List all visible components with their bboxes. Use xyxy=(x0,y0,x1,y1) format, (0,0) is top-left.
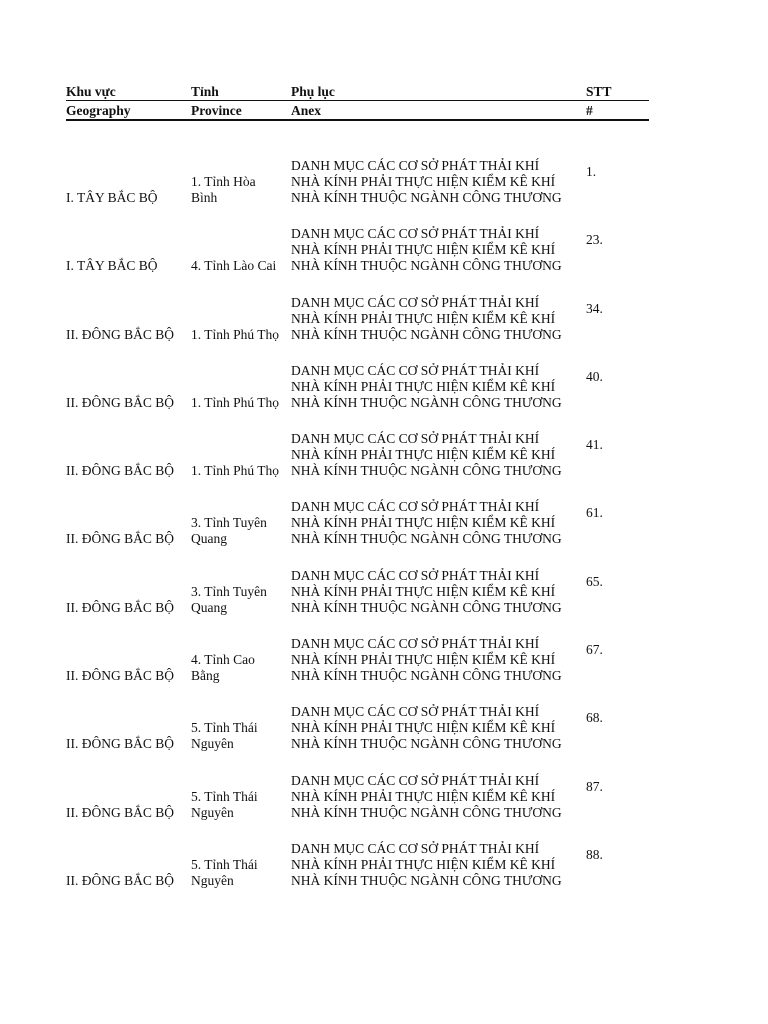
row-annex-line: NHÀ KÍNH PHẢI THỰC HIỆN KIỂM KÊ KHÍ xyxy=(291,583,556,599)
row-province xyxy=(191,652,289,684)
row-stt: 88. xyxy=(586,846,603,862)
row-annex-line: NHÀ KÍNH THUỘC NGÀNH CÔNG THƯƠNG xyxy=(291,190,562,205)
header-stt-en: # xyxy=(586,103,593,118)
row-annex-line: DANH MỤC CÁC CƠ SỞ PHÁT THẢI KHÍ xyxy=(291,431,540,447)
row-annex-line: DANH MỤC CÁC CƠ SỞ PHÁT THẢI KHÍ xyxy=(291,158,540,173)
table-row xyxy=(66,430,649,498)
row-region: II. ĐÔNG BẮC BỘ xyxy=(66,326,174,342)
row-annex-line: NHÀ KÍNH THUỘC NGÀNH CÔNG THƯƠNG xyxy=(291,531,562,547)
table-row xyxy=(66,498,649,566)
row-annex xyxy=(291,226,581,274)
row-region: II. ĐÔNG BẮC BỘ xyxy=(66,599,174,615)
row-annex-line: DANH MỤC CÁC CƠ SỞ PHÁT THẢI KHÍ xyxy=(291,704,540,720)
row-annex-line: NHÀ KÍNH PHẢI THỰC HIỆN KIỂM KÊ KHÍ xyxy=(291,720,556,736)
row-annex xyxy=(291,841,581,889)
row-region: II. ĐÔNG BẮC BỘ xyxy=(66,463,174,479)
row-province-line: 1. Tỉnh Phú Thọ xyxy=(191,394,280,410)
row-annex-line: NHÀ KÍNH PHẢI THỰC HIỆN KIỂM KÊ KHÍ xyxy=(291,242,556,258)
row-province-line: 4. Tỉnh Lào Cai xyxy=(191,258,277,274)
row-region: II. ĐÔNG BẮC BỘ xyxy=(66,804,174,820)
row-province-line: 1. Tỉnh Phú Thọ xyxy=(191,326,280,342)
row-region: I. TÂY BẮC BỘ xyxy=(66,190,158,205)
row-annex-line: NHÀ KÍNH PHẢI THỰC HIỆN KIỂM KÊ KHÍ xyxy=(291,447,556,463)
row-annex xyxy=(291,363,581,411)
row-annex-line: NHÀ KÍNH PHẢI THỰC HIỆN KIỂM KÊ KHÍ xyxy=(291,378,556,394)
table-row xyxy=(66,362,649,430)
table-body xyxy=(66,157,649,908)
row-annex-line: DANH MỤC CÁC CƠ SỞ PHÁT THẢI KHÍ xyxy=(291,772,540,788)
row-province-line: 5. Tỉnh Thái xyxy=(191,788,258,804)
row-annex xyxy=(291,158,581,206)
row-annex-line: NHÀ KÍNH THUỘC NGÀNH CÔNG THƯƠNG xyxy=(291,668,562,684)
row-province-line: 1. Tỉnh Hòa xyxy=(191,174,256,189)
row-province xyxy=(191,584,289,616)
row-province-line: 3. Tỉnh Tuyên xyxy=(191,515,267,531)
row-annex-line: NHÀ KÍNH THUỘC NGÀNH CÔNG THƯƠNG xyxy=(291,394,562,410)
row-annex-line: NHÀ KÍNH THUỘC NGÀNH CÔNG THƯƠNG xyxy=(291,258,562,274)
row-province-line: Quang xyxy=(191,599,227,615)
row-province xyxy=(191,463,289,479)
table-row xyxy=(66,294,649,362)
row-annex-line: DANH MỤC CÁC CƠ SỞ PHÁT THẢI KHÍ xyxy=(291,294,540,310)
row-annex-line: NHÀ KÍNH PHẢI THỰC HIỆN KIỂM KÊ KHÍ xyxy=(291,310,556,326)
row-stt: 23. xyxy=(586,232,603,248)
row-annex xyxy=(291,431,581,479)
table-row xyxy=(66,840,649,908)
row-province-line: 1. Tỉnh Phú Thọ xyxy=(191,463,280,479)
row-annex-line: DANH MỤC CÁC CƠ SỞ PHÁT THẢI KHÍ xyxy=(291,362,540,378)
header-row-english xyxy=(66,101,649,120)
row-annex-line: NHÀ KÍNH THUỘC NGÀNH CÔNG THƯƠNG xyxy=(291,463,562,479)
row-region: II. ĐÔNG BẮC BỘ xyxy=(66,668,174,684)
header-region-en: Geography xyxy=(66,103,131,118)
row-annex-line: NHÀ KÍNH PHẢI THỰC HIỆN KIỂM KÊ KHÍ xyxy=(291,788,556,804)
header-annex-vi: Phụ lục xyxy=(291,84,335,99)
row-stt: 68. xyxy=(586,710,603,726)
row-province xyxy=(191,395,289,411)
table-row xyxy=(66,635,649,703)
row-province-line: Bằng xyxy=(191,668,220,684)
header-bottom-rule xyxy=(66,119,649,121)
table-row xyxy=(66,225,649,293)
header-province-vi: Tỉnh xyxy=(191,84,219,99)
header-stt-vi: STT xyxy=(586,84,612,99)
row-annex xyxy=(291,704,581,752)
row-annex xyxy=(291,636,581,684)
row-province-line: Nguyên xyxy=(191,736,234,752)
table-row xyxy=(66,703,649,771)
table-header xyxy=(66,82,649,120)
row-stt: 1. xyxy=(586,164,597,179)
row-province-line: Nguyên xyxy=(191,872,234,888)
row-annex xyxy=(291,773,581,821)
row-stt: 40. xyxy=(586,368,603,384)
row-region: II. ĐÔNG BẮC BỘ xyxy=(66,394,174,410)
row-province xyxy=(191,327,289,343)
row-annex xyxy=(291,499,581,547)
row-province-line: 5. Tỉnh Thái xyxy=(191,720,258,736)
row-stt: 34. xyxy=(586,300,603,316)
table-row xyxy=(66,772,649,840)
row-province-line: Bình xyxy=(191,190,218,205)
row-stt: 67. xyxy=(586,642,603,658)
row-annex-line: DANH MỤC CÁC CƠ SỞ PHÁT THẢI KHÍ xyxy=(291,636,540,652)
row-annex-line: NHÀ KÍNH PHẢI THỰC HIỆN KIỂM KÊ KHÍ xyxy=(291,515,556,531)
row-province-line: Nguyên xyxy=(191,804,234,820)
row-region: II. ĐÔNG BẮC BỘ xyxy=(66,872,174,888)
row-province xyxy=(191,258,289,274)
row-annex-line: NHÀ KÍNH PHẢI THỰC HIỆN KIỂM KÊ KHÍ xyxy=(291,652,556,668)
row-stt: 87. xyxy=(586,778,603,794)
row-province-line: Quang xyxy=(191,531,227,547)
header-divider xyxy=(66,100,649,101)
header-annex-en: Anex xyxy=(291,103,321,118)
row-region: II. ĐÔNG BẮC BỘ xyxy=(66,736,174,752)
row-region: II. ĐÔNG BẮC BỘ xyxy=(66,531,174,547)
row-annex-line: DANH MỤC CÁC CƠ SỞ PHÁT THẢI KHÍ xyxy=(291,499,540,515)
row-province xyxy=(191,720,289,752)
row-annex-line: NHÀ KÍNH THUỘC NGÀNH CÔNG THƯƠNG xyxy=(291,872,562,888)
row-stt: 41. xyxy=(586,437,603,453)
row-province-line: 5. Tỉnh Thái xyxy=(191,856,258,872)
row-annex-line: DANH MỤC CÁC CƠ SỞ PHÁT THẢI KHÍ xyxy=(291,567,540,583)
row-annex-line: NHÀ KÍNH THUỘC NGÀNH CÔNG THƯƠNG xyxy=(291,599,562,615)
row-province xyxy=(191,174,289,206)
header-region-vi: Khu vực xyxy=(66,84,116,99)
row-annex-line: NHÀ KÍNH PHẢI THỰC HIỆN KIỂM KÊ KHÍ xyxy=(291,174,556,189)
row-province xyxy=(191,515,289,547)
row-province-line: 4. Tỉnh Cao xyxy=(191,652,255,668)
row-annex-line: NHÀ KÍNH THUỘC NGÀNH CÔNG THƯƠNG xyxy=(291,736,562,752)
row-province-line: 3. Tỉnh Tuyên xyxy=(191,583,267,599)
row-annex-line: DANH MỤC CÁC CƠ SỞ PHÁT THẢI KHÍ xyxy=(291,840,540,856)
row-annex-line: NHÀ KÍNH PHẢI THỰC HIỆN KIỂM KÊ KHÍ xyxy=(291,856,556,872)
row-annex-line: NHÀ KÍNH THUỘC NGÀNH CÔNG THƯƠNG xyxy=(291,804,562,820)
row-annex xyxy=(291,568,581,616)
header-row-vietnamese xyxy=(66,82,649,101)
row-annex-line: NHÀ KÍNH THUỘC NGÀNH CÔNG THƯƠNG xyxy=(291,326,562,342)
row-stt: 65. xyxy=(586,573,603,589)
row-annex xyxy=(291,295,581,343)
table-row xyxy=(66,157,649,225)
table-row xyxy=(66,567,649,635)
row-province xyxy=(191,857,289,889)
row-stt: 61. xyxy=(586,505,603,521)
row-region: I. TÂY BẮC BỘ xyxy=(66,258,158,274)
header-province-en: Province xyxy=(191,103,242,118)
row-annex-line: DANH MỤC CÁC CƠ SỞ PHÁT THẢI KHÍ xyxy=(291,226,540,242)
row-province xyxy=(191,789,289,821)
